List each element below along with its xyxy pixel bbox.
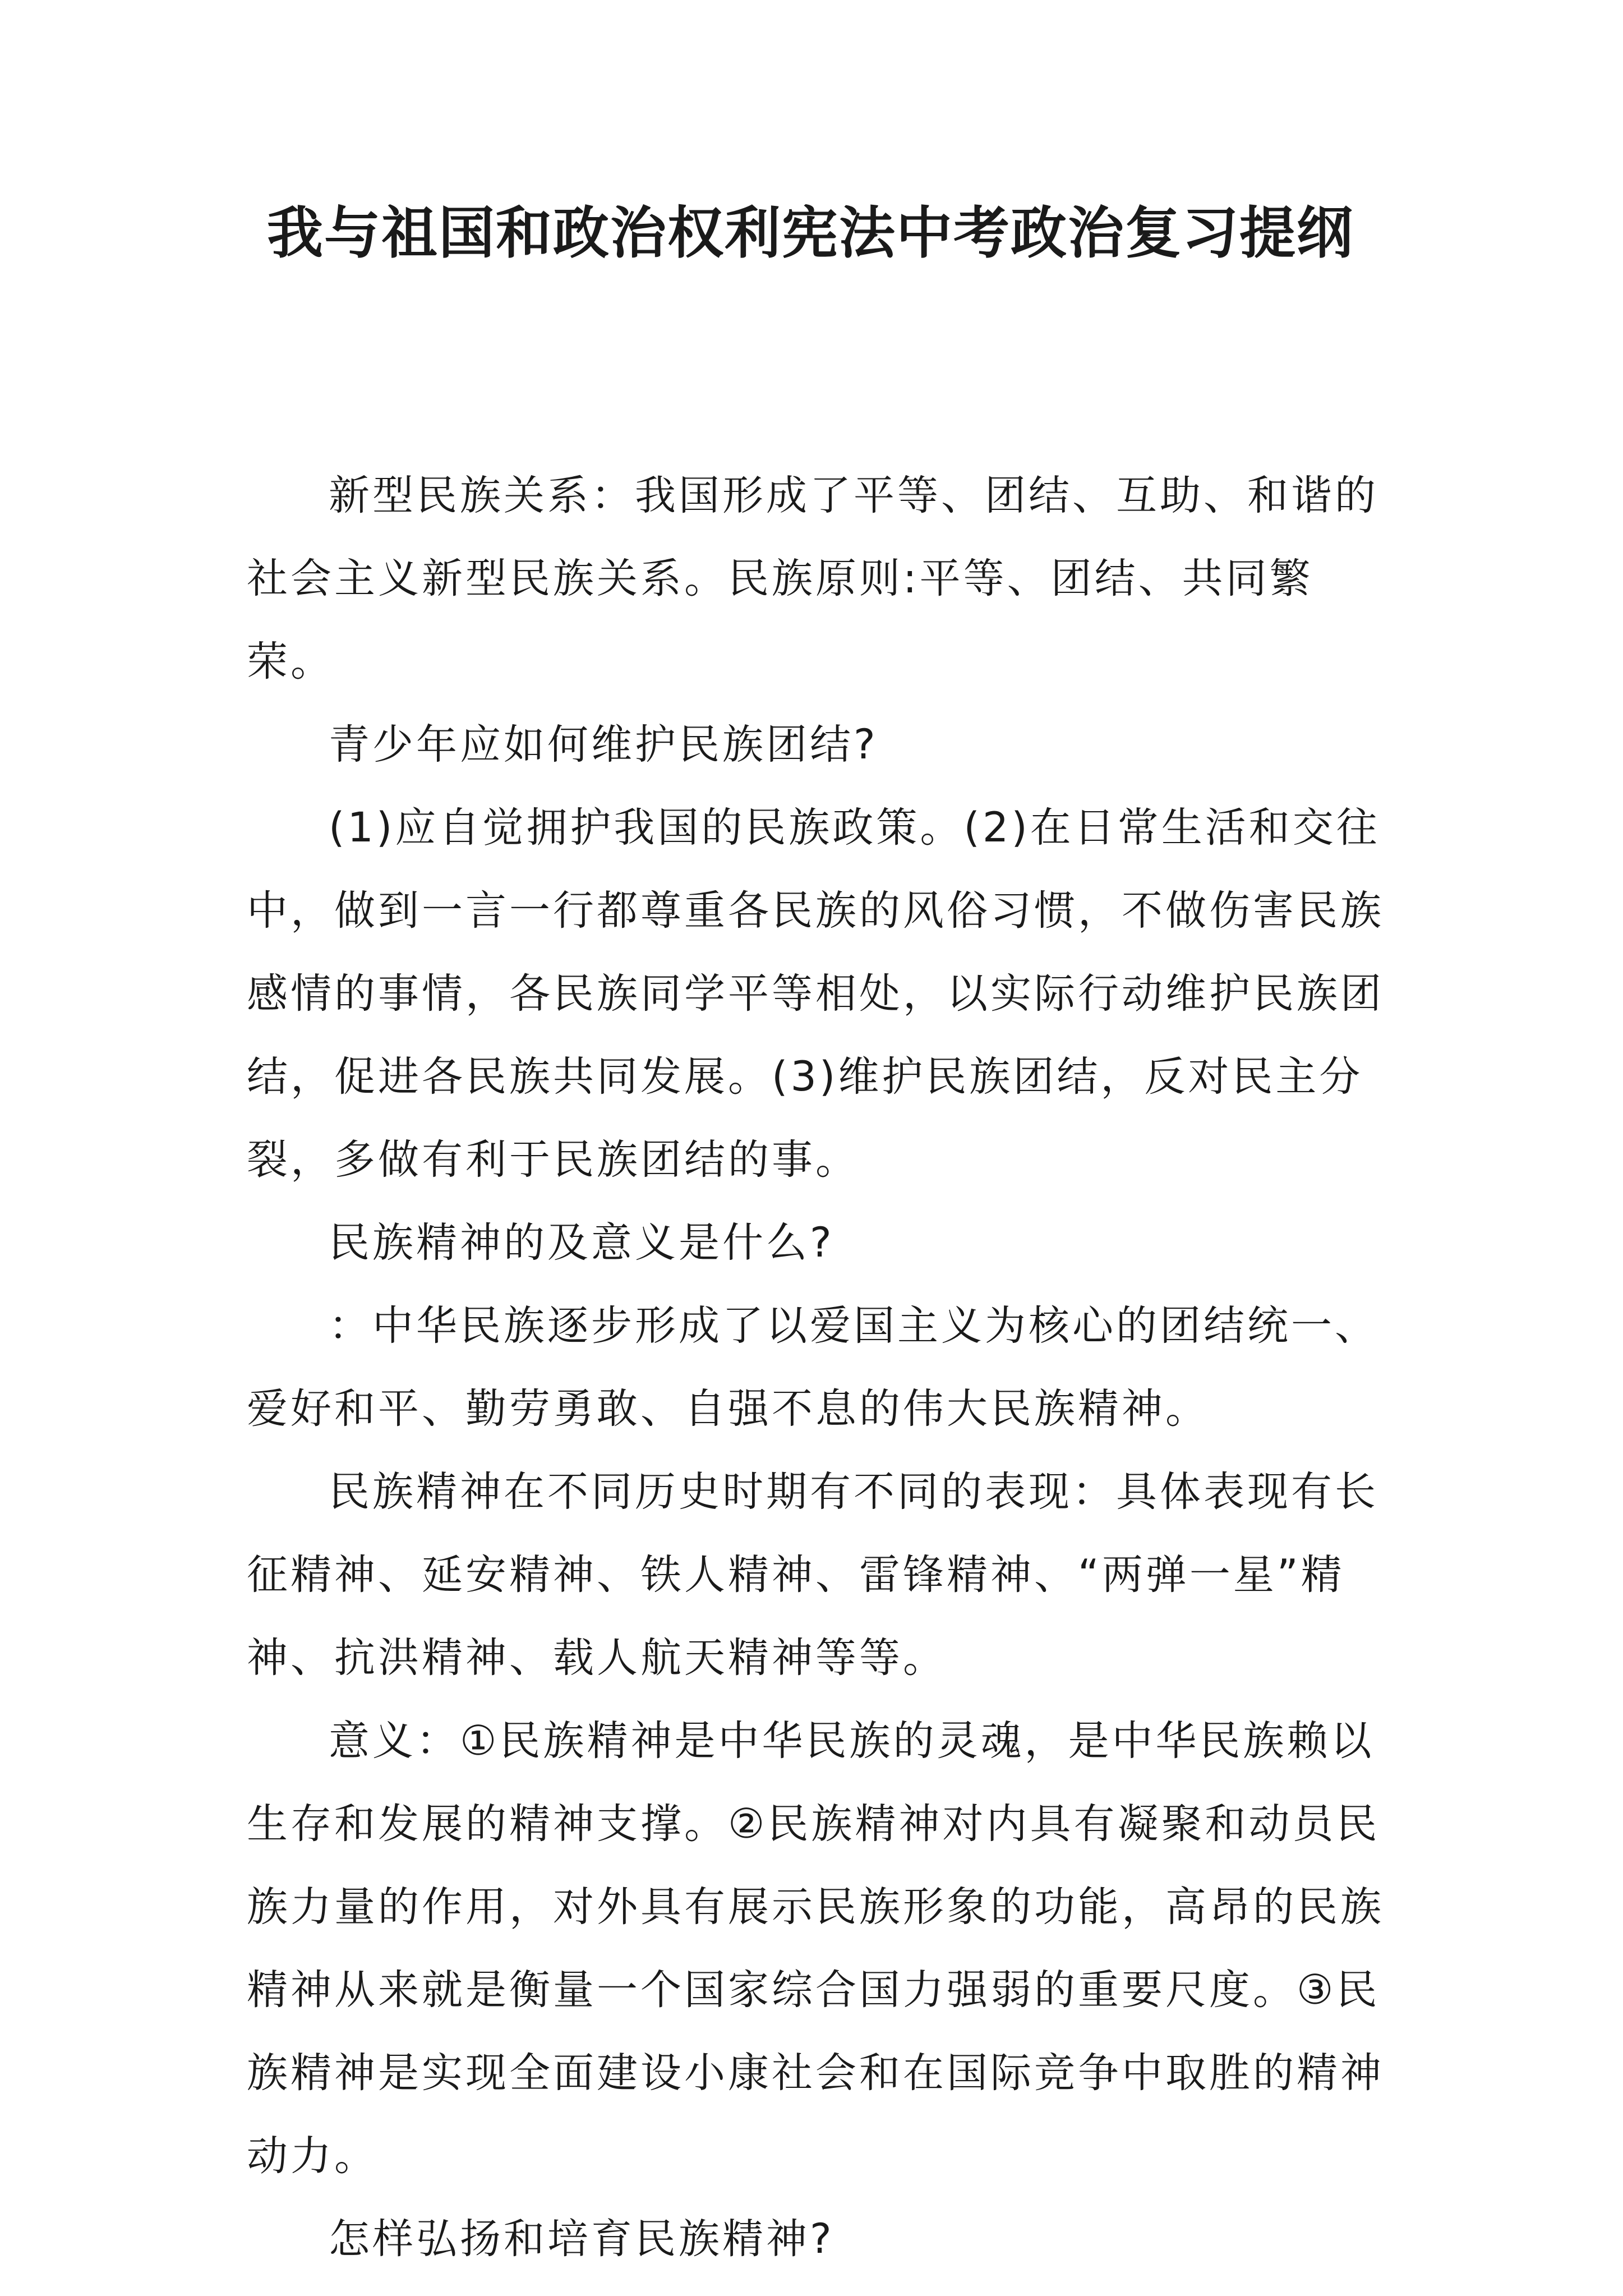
document-title: 我与祖国和政治权利宪法中考政治复习提纲 — [267, 200, 1354, 266]
paragraph-question-cultivate-spirit: 怎样弘扬和培育民族精神? — [329, 2215, 834, 2263]
paragraph-answer-ethnic-unity: (1)应自觉拥护我国的民族政策。(2)在日常生活和交往中，做到一言一行都尊重各民族的风俗习惯，不做伤害民族感情的事情，各民族同学平等相处，以实际行动维护民族团结，促进各民族共同发展。(3)维护民族团结，反对民主分裂，多做有利于民族团结的事。 — [247, 804, 1384, 1184]
paragraph-question-ethnic-unity: 青少年应如何维护民族团结? — [329, 721, 878, 769]
paragraph-national-spirit-content: ：中华民族逐步形成了以爱国主义为核心的团结统一、爱好和平、勤劳勇敢、自强不息的伟大民族精神。 — [247, 1302, 1378, 1433]
paragraph-question-national-spirit: 民族精神的及意义是什么? — [329, 1219, 834, 1267]
document-body — [247, 454, 1391, 2281]
paragraph-ethnic-relations: 新型民族关系：我国形成了平等、团结、互助、和谐的社会主义新型民族关系。民族原则:平等、团结、共同繁荣。 — [247, 472, 1378, 685]
paragraph-national-spirit-significance: 意义：①民族精神是中华民族的灵魂，是中华民族赖以生存和发展的精神支撑。②民族精神对内具有凝聚和动员民族力量的作用，对外具有展示民族形象的功能，高昂的民族精神从来就是衡量一个国家综合国力强弱的重要尺度。③民族精神是实现全面建设小康社会和在国际竞争中取胜的精神动力。 — [247, 1717, 1384, 2180]
paragraph-national-spirit-expressions: 民族精神在不同历史时期有不同的表现：具体表现有长征精神、延安精神、铁人精神、雷锋精神、“两弹一星”精神、抗洪精神、载人航天精神等等。 — [247, 1468, 1378, 1682]
